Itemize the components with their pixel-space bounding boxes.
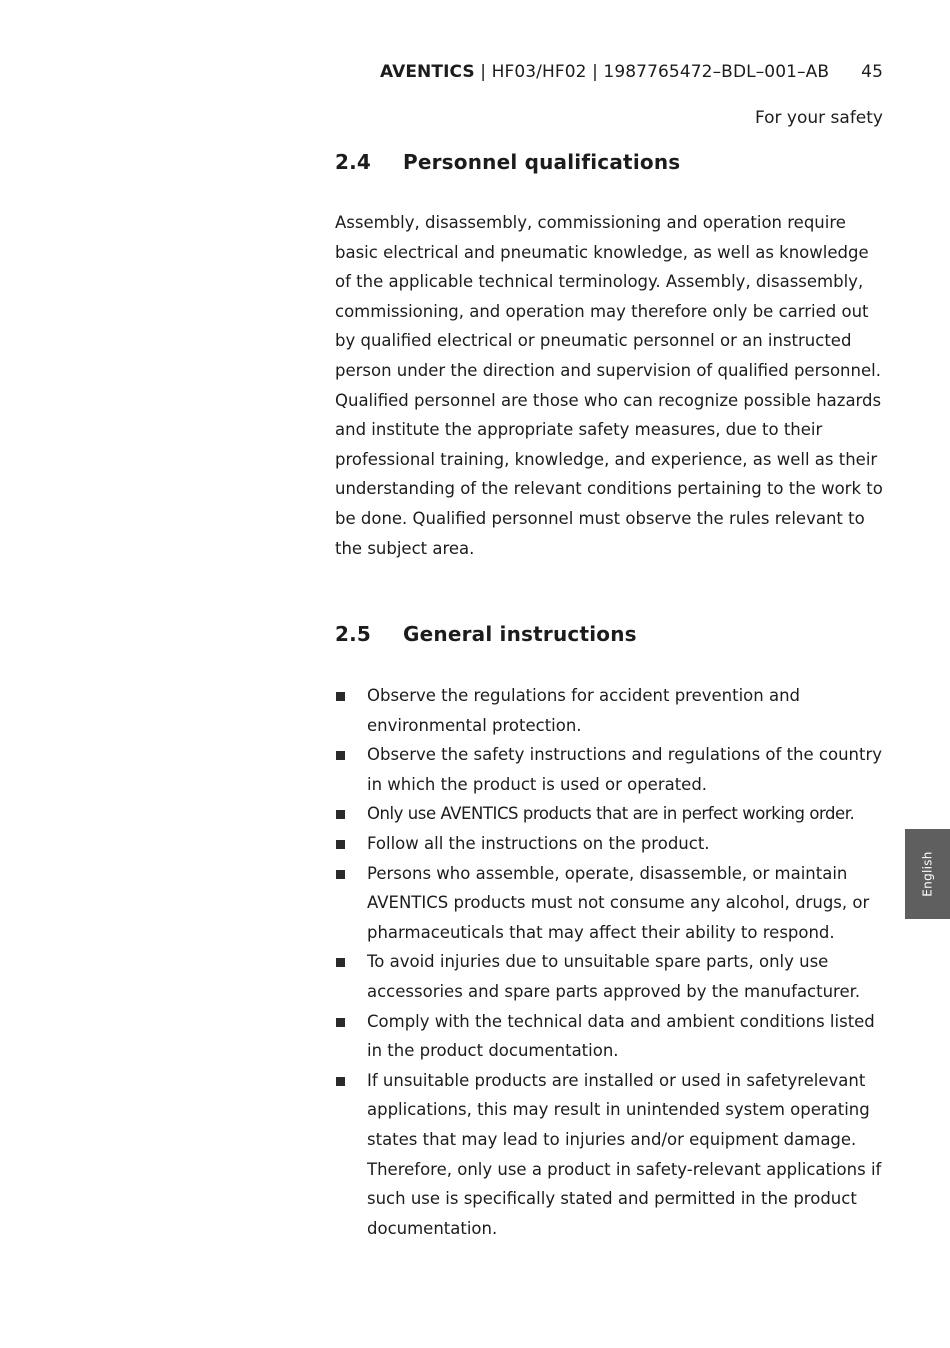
list-item-text: Follow all the instructions on the product. [367,833,710,853]
list-item [335,681,885,740]
language-tab-label: English [920,851,935,897]
document-info: | HF03/HF02 | 1987765472–BDL–001–AB [474,62,830,82]
chapter-name: For your safety [754,108,883,128]
brand-name: AVENTICS [379,62,475,82]
square-bullet-icon [336,1018,345,1027]
section-number: 2.4 [335,150,372,174]
section-heading [335,150,885,174]
square-bullet-icon [336,840,345,849]
list-item [335,829,885,859]
list-item [335,859,885,948]
square-bullet-icon [336,751,345,760]
square-bullet-icon [336,810,345,819]
section-title: General instructions [403,622,637,646]
general-instructions-list [335,681,885,1243]
square-bullet-icon [336,870,345,879]
list-item [335,799,885,829]
list-item-text: Observe the regulations for accident prevention and environmental protection. [367,686,801,735]
square-bullet-icon [336,958,345,967]
list-item [335,947,885,1006]
language-tab [905,829,950,919]
list-item [335,740,885,799]
body-paragraph: Assembly, disassembly, commissioning and operation require basic electrical and pneumatic knowledge, as well as knowledge of the applicable technical terminology. Assembly, disassembly, commissioning, and operation may therefore only be carried out by qualified electrical or pneumatic personnel or an instructed person under the direction and supervision of qualified personnel. Qualified personnel are those who can recognize possible hazards and institute the appropriate safety measures, due to their professional training, knowledge, and experience, as well as their understanding of the relevant conditions pertaining to the work to be done. Qualified personnel must observe the rules relevant to the subject area. [335,213,883,558]
section-general-instructions [335,622,885,646]
page-number: 45 [861,62,883,82]
square-bullet-icon [336,1077,345,1086]
list-item-text: Persons who assemble, operate, disassemble, or maintain AVENTICS products must not consume any alcohol, drugs, or pharmaceuticals that may affect their ability to respond. [367,863,870,942]
section-number: 2.5 [335,622,372,646]
bullet-list [335,681,885,1243]
list-item-text: Observe the safety instructions and regulations of the country in which the product is used or operated. [367,745,882,794]
running-header [380,62,883,82]
list-item-text: Comply with the technical data and ambient conditions listed in the product documentation. [367,1011,875,1061]
section-personnel-qualifications [335,150,885,174]
list-item [335,1066,885,1244]
list-item [335,1007,885,1066]
section-heading [335,622,885,646]
section-title: Personnel qualifications [403,150,681,174]
list-item-text: If unsuitable products are installed or used in safetyrelevant applications, this may result in unintended system operating states that may lead to injuries and/or equipment damage. Therefore, only use a product in safety-relevant applications if such use is specifically stated and permitted in the product documentation. [367,1070,882,1238]
list-item-text: Only use AVENTICS products that are in perfect working order. [367,804,855,824]
square-bullet-icon [336,692,345,701]
personnel-qualifications-body [335,208,885,563]
list-item-text: To avoid injuries due to unsuitable spare parts, only use accessories and spare parts approved by the manufacturer. [367,952,861,1001]
